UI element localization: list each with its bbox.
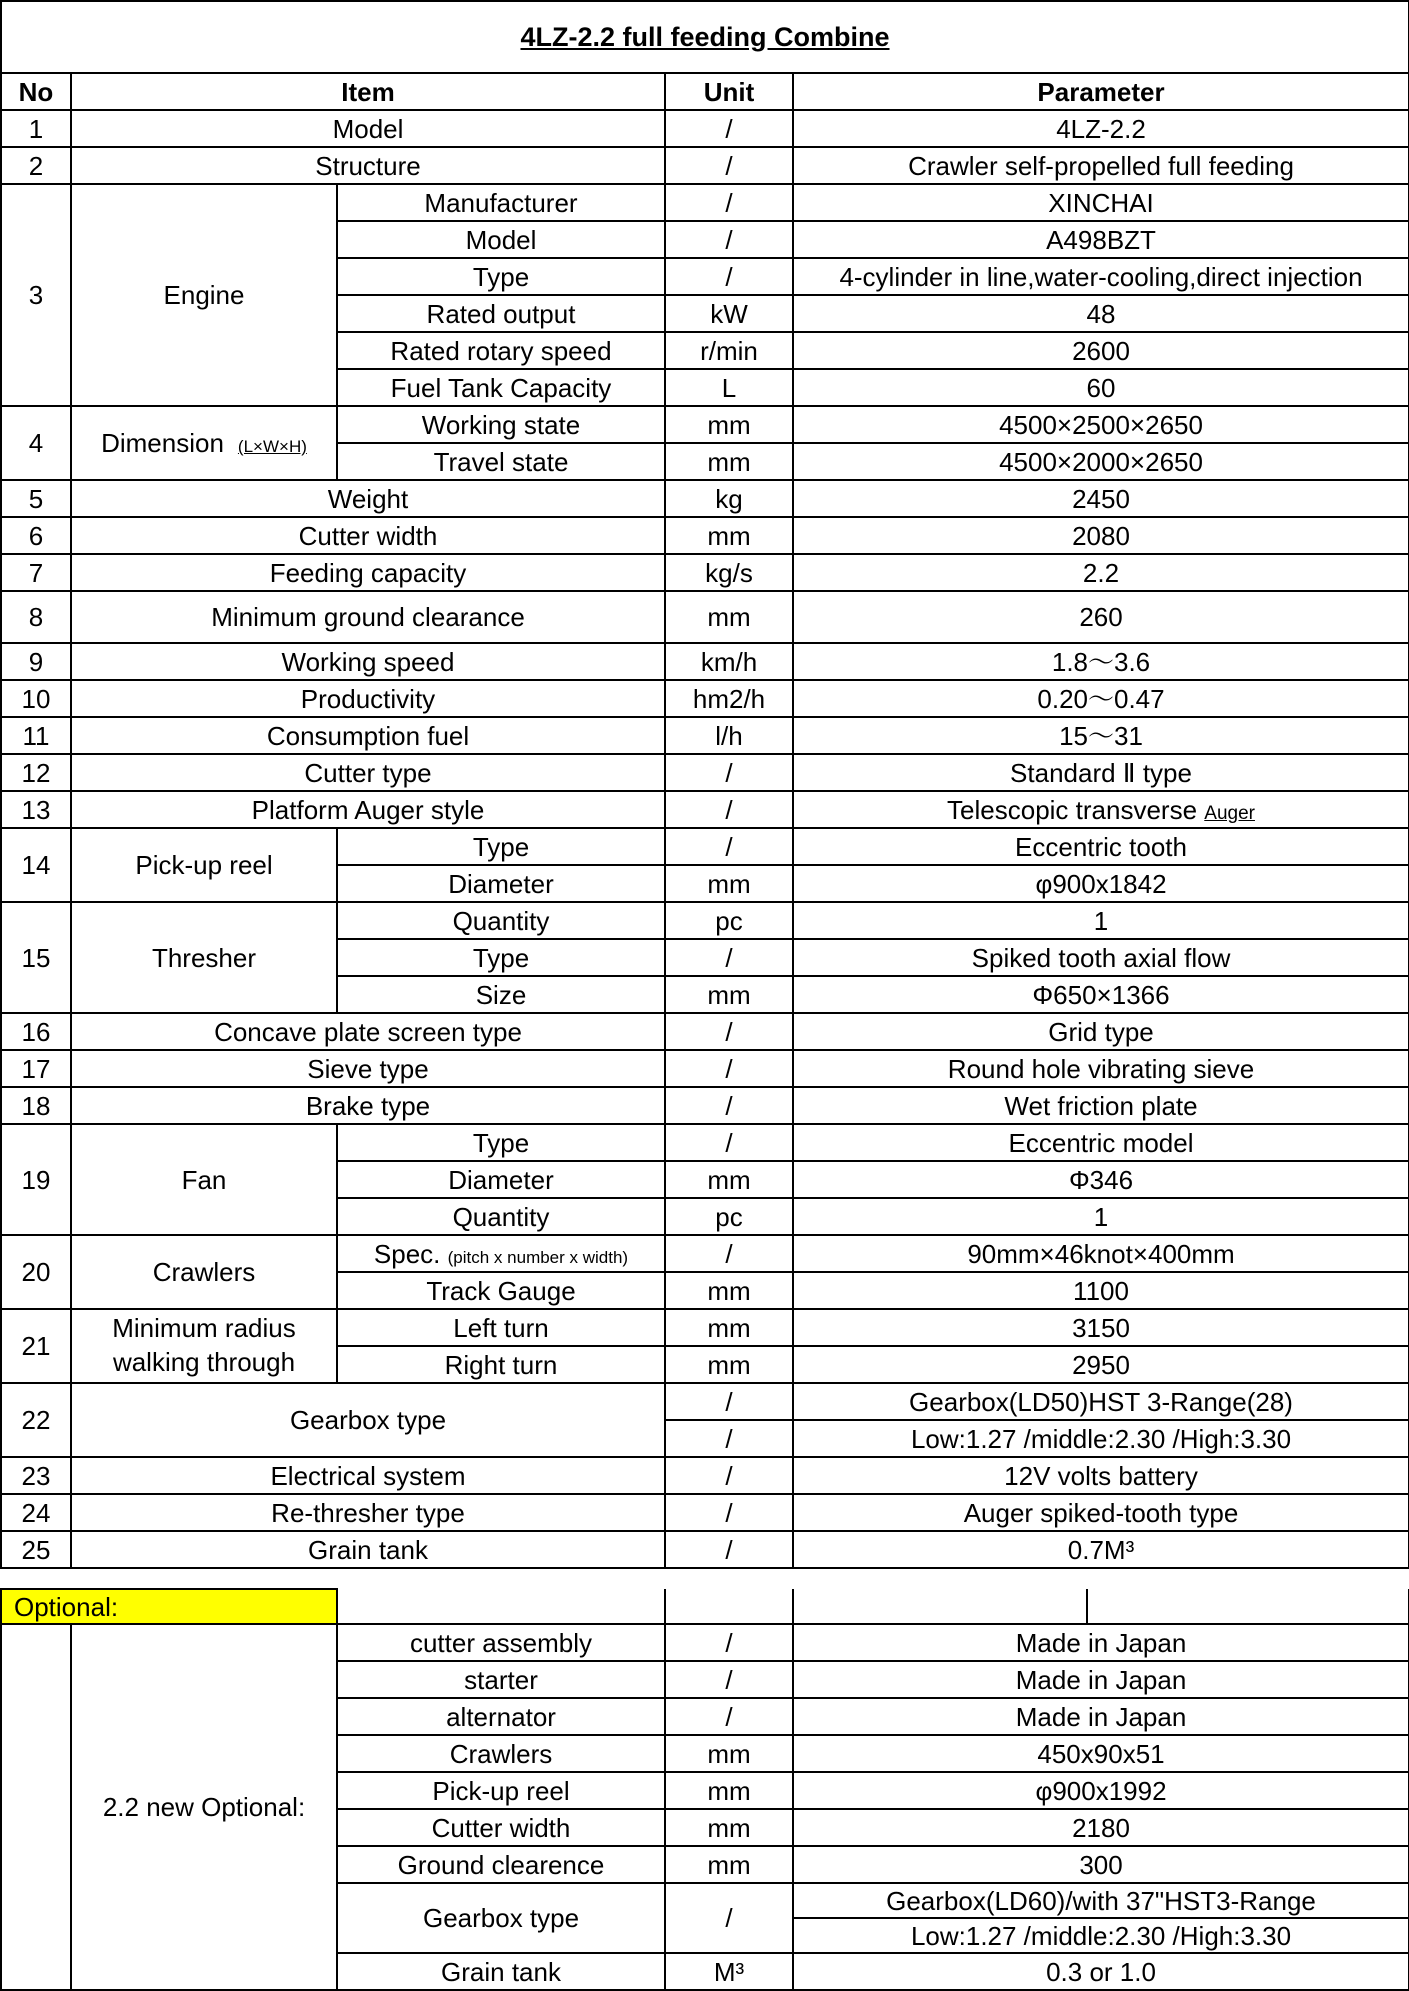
row-parameter: 48 [793,295,1409,332]
row-parameter: 15～31 [793,717,1409,754]
row-unit: L [665,369,793,406]
table-row [1,643,1409,680]
row-no: 17 [1,1050,71,1087]
sub-item: Track Gauge [337,1272,665,1309]
row-unit: mm [665,1309,793,1346]
sub-item: Fuel Tank Capacity [337,369,665,406]
row-parameter: 260 [793,591,1409,643]
row-no: 8 [1,591,71,643]
row-no: 19 [1,1124,71,1235]
row-parameter: 1.8～3.6 [793,643,1409,680]
row-parameter: Round hole vibrating sieve [793,1050,1409,1087]
row-unit: mm [665,865,793,902]
row-parameter: Low:1.27 /middle:2.30 /High:3.30 [793,1420,1409,1457]
table-row [1,828,1409,865]
row-unit: mm [665,976,793,1013]
sub-item: cutter assembly [337,1624,665,1661]
sub-item: Model [337,221,665,258]
row-parameter: Crawler self-propelled full feeding [793,147,1409,184]
row-unit: M³ [665,1953,793,1990]
table-row [1,902,1409,939]
row-parameter: 3150 [793,1309,1409,1346]
row-unit: kg/s [665,554,793,591]
row-no: 4 [1,406,71,480]
sub-item: Quantity [337,902,665,939]
group-label: Fan [71,1124,337,1235]
table-row [1,517,1409,554]
sub-item: Crawlers [337,1735,665,1772]
row-no: 22 [1,1383,71,1457]
sub-item: Diameter [337,865,665,902]
row-parameter: Φ346 [793,1161,1409,1198]
row-parameter: 60 [793,369,1409,406]
row-no: 10 [1,680,71,717]
row-parameter: Made in Japan [793,1661,1409,1698]
row-no: 25 [1,1531,71,1568]
sub-item: starter [337,1661,665,1698]
row-parameter: 300 [793,1846,1409,1883]
optional-group-label: 2.2 new Optional: [71,1624,337,1990]
table-row [1,554,1409,591]
row-parameter: 0.3 or 1.0 [793,1953,1409,1990]
optional-label: Optional: [1,1589,337,1624]
row-unit: / [665,1050,793,1087]
table-row [1,1624,1409,1661]
group-label: Crawlers [71,1235,337,1309]
row-unit: / [665,1383,793,1420]
group-label-line2: walking through [112,1347,296,1377]
table-row [1,717,1409,754]
row-parameter: 90mm×46knot×400mm [793,1235,1409,1272]
row-unit: mm [665,591,793,643]
table-row [1,110,1409,147]
row-unit: pc [665,1198,793,1235]
sub-item: Diameter [337,1161,665,1198]
row-no: 18 [1,1087,71,1124]
row-no: 16 [1,1013,71,1050]
sub-item: Cutter width [337,1809,665,1846]
table-row [1,591,1409,643]
header-item: Item [71,73,665,110]
row-item: Brake type [71,1087,665,1124]
row-parameter: A498BZT [793,221,1409,258]
row-unit: mm [665,443,793,480]
param-text: Telescopic transverse [947,794,1205,825]
row-parameter: Spiked tooth axial flow [793,939,1409,976]
row-unit: / [665,939,793,976]
row-unit: mm [665,517,793,554]
table-row [1,1309,1409,1346]
row-parameter: Auger spiked-tooth type [793,1494,1409,1531]
row-parameter: 450x90x51 [793,1735,1409,1772]
table-row [1,1087,1409,1124]
row-parameter: Wet friction plate [793,1087,1409,1124]
row-parameter: Grid type [793,1013,1409,1050]
row-unit: hm2/h [665,680,793,717]
row-unit: / [665,1531,793,1568]
table-row [1,1013,1409,1050]
row-parameter: φ900x1992 [793,1772,1409,1809]
row-unit: l/h [665,717,793,754]
row-unit: mm [665,1161,793,1198]
row-item: Productivity [71,680,665,717]
row-unit: / [665,1883,793,1953]
group-label: Pick-up reel [71,828,337,902]
row-parameter: Standard Ⅱ type [793,754,1409,791]
row-unit: mm [665,1772,793,1809]
row-parameter: XINCHAI [793,184,1409,221]
row-unit: mm [665,406,793,443]
row-item: Consumption fuel [71,717,665,754]
row-no: 5 [1,480,71,517]
optional-table [0,1588,1409,1991]
row-no: 3 [1,184,71,406]
table-title: 4LZ-2.2 full feeding Combine [1,1,1409,73]
table-row [1,754,1409,791]
row-parameter: 1 [793,1198,1409,1235]
row-item: Gearbox type [71,1383,665,1457]
row-unit: mm [665,1846,793,1883]
row-parameter: φ900x1842 [793,865,1409,902]
table-row [1,1457,1409,1494]
table-row [1,1494,1409,1531]
row-no: 1 [1,110,71,147]
table-row [1,1383,1409,1420]
sub-item: Working state [337,406,665,443]
table-row [1,1050,1409,1087]
row-unit: / [665,221,793,258]
row-unit: mm [665,1809,793,1846]
group-label [71,406,337,480]
row-item: Minimum ground clearance [71,591,665,643]
row-parameter: 1 [793,902,1409,939]
row-parameter: Low:1.27 /middle:2.30 /High:3.30 [793,1918,1409,1953]
row-unit: / [665,791,793,828]
row-no: 20 [1,1235,71,1309]
row-no: 2 [1,147,71,184]
table-row [1,406,1409,443]
row-unit: pc [665,902,793,939]
row-parameter: 2.2 [793,554,1409,591]
sub-item: Type [337,939,665,976]
row-unit: / [665,1087,793,1124]
row-item: Electrical system [71,1457,665,1494]
sub-item: Type [337,258,665,295]
sub-item-text: Spec. [373,1238,441,1269]
row-parameter: 2180 [793,1809,1409,1846]
row-unit: / [665,184,793,221]
row-item: Grain tank [71,1531,665,1568]
row-unit: kW [665,295,793,332]
header-row [1,73,1409,110]
row-unit: km/h [665,643,793,680]
row-parameter: 4LZ-2.2 [793,110,1409,147]
row-parameter: Φ650×1366 [793,976,1409,1013]
row-parameter: 4500×2000×2650 [793,443,1409,480]
row-unit: / [665,147,793,184]
row-parameter: 0.20～0.47 [793,680,1409,717]
table-row [1,184,1409,221]
row-parameter: 0.7M³ [793,1531,1409,1568]
row-unit: / [665,1624,793,1661]
row-unit: mm [665,1346,793,1383]
sub-item: Ground clearence [337,1846,665,1883]
group-label: Thresher [71,902,337,1013]
row-parameter: 1100 [793,1272,1409,1309]
header-unit: Unit [665,73,793,110]
sub-item: Type [337,828,665,865]
row-no: 11 [1,717,71,754]
row-unit: / [665,1235,793,1272]
row-parameter [793,791,1409,828]
sub-item: Size [337,976,665,1013]
row-no: 14 [1,828,71,902]
sub-item: Rated rotary speed [337,332,665,369]
row-unit: / [665,110,793,147]
row-item: Weight [71,480,665,517]
row-no: 9 [1,643,71,680]
header-parameter: Parameter [793,73,1409,110]
row-no: 23 [1,1457,71,1494]
sub-item: Type [337,1124,665,1161]
row-item: Re-thresher type [71,1494,665,1531]
sub-item: Gearbox type [337,1883,665,1953]
row-item: Working speed [71,643,665,680]
row-no: 12 [1,754,71,791]
sub-item: Travel state [337,443,665,480]
row-unit: / [665,1457,793,1494]
sub-item-note: (pitch x number x width) [447,1247,629,1267]
row-item: Structure [71,147,665,184]
row-unit: / [665,1013,793,1050]
table-row [1,791,1409,828]
row-unit: / [665,1661,793,1698]
group-label [71,1309,337,1383]
table-row [1,1531,1409,1568]
sub-item: Quantity [337,1198,665,1235]
row-item: Platform Auger style [71,791,665,828]
sub-item: Pick-up reel [337,1772,665,1809]
row-parameter: 2080 [793,517,1409,554]
row-no: 13 [1,791,71,828]
row-unit: / [665,1494,793,1531]
row-no: 7 [1,554,71,591]
row-unit: mm [665,1735,793,1772]
row-item: Cutter type [71,754,665,791]
row-item: Model [71,110,665,147]
row-unit: / [665,754,793,791]
row-item: Concave plate screen type [71,1013,665,1050]
row-parameter: Made in Japan [793,1624,1409,1661]
row-parameter: 2950 [793,1346,1409,1383]
row-unit: / [665,1420,793,1457]
row-parameter: 4-cylinder in line,water-cooling,direct injection [793,258,1409,295]
row-item: Cutter width [71,517,665,554]
sub-item: Right turn [337,1346,665,1383]
row-no: 21 [1,1309,71,1383]
group-label-line1: Minimum radius [112,1313,296,1344]
table-row [1,480,1409,517]
row-item: Sieve type [71,1050,665,1087]
header-no: No [1,73,71,110]
row-parameter: Gearbox(LD60)/with 37"HST3-Range [793,1883,1409,1918]
row-parameter: Eccentric model [793,1124,1409,1161]
sub-item: Manufacturer [337,184,665,221]
row-item: Feeding capacity [71,554,665,591]
group-note: (L×W×H) [237,437,307,456]
table-row [1,680,1409,717]
group-label: Engine [71,184,337,406]
table-row [1,147,1409,184]
row-parameter: 2600 [793,332,1409,369]
sub-item: Rated output [337,295,665,332]
row-parameter: Eccentric tooth [793,828,1409,865]
param-note: Auger [1204,802,1255,824]
sub-item: alternator [337,1698,665,1735]
row-unit: / [665,1124,793,1161]
row-unit: mm [665,1272,793,1309]
row-unit: / [665,828,793,865]
row-no: 15 [1,902,71,1013]
row-no: 24 [1,1494,71,1531]
row-unit: / [665,1698,793,1735]
group-label-text: Dimension [101,428,224,458]
row-parameter: Made in Japan [793,1698,1409,1735]
row-parameter: 12V volts battery [793,1457,1409,1494]
sub-item [337,1235,665,1272]
sub-item: Left turn [337,1309,665,1346]
optional-header-row [1,1589,1409,1624]
table-row [1,1235,1409,1272]
row-unit: kg [665,480,793,517]
row-no: 6 [1,517,71,554]
row-unit: r/min [665,332,793,369]
table-row [1,1124,1409,1161]
row-parameter: 2450 [793,480,1409,517]
row-unit: / [665,258,793,295]
row-parameter: Gearbox(LD50)HST 3-Range(28) [793,1383,1409,1420]
row-parameter: 4500×2500×2650 [793,406,1409,443]
sub-item: Grain tank [337,1953,665,1990]
